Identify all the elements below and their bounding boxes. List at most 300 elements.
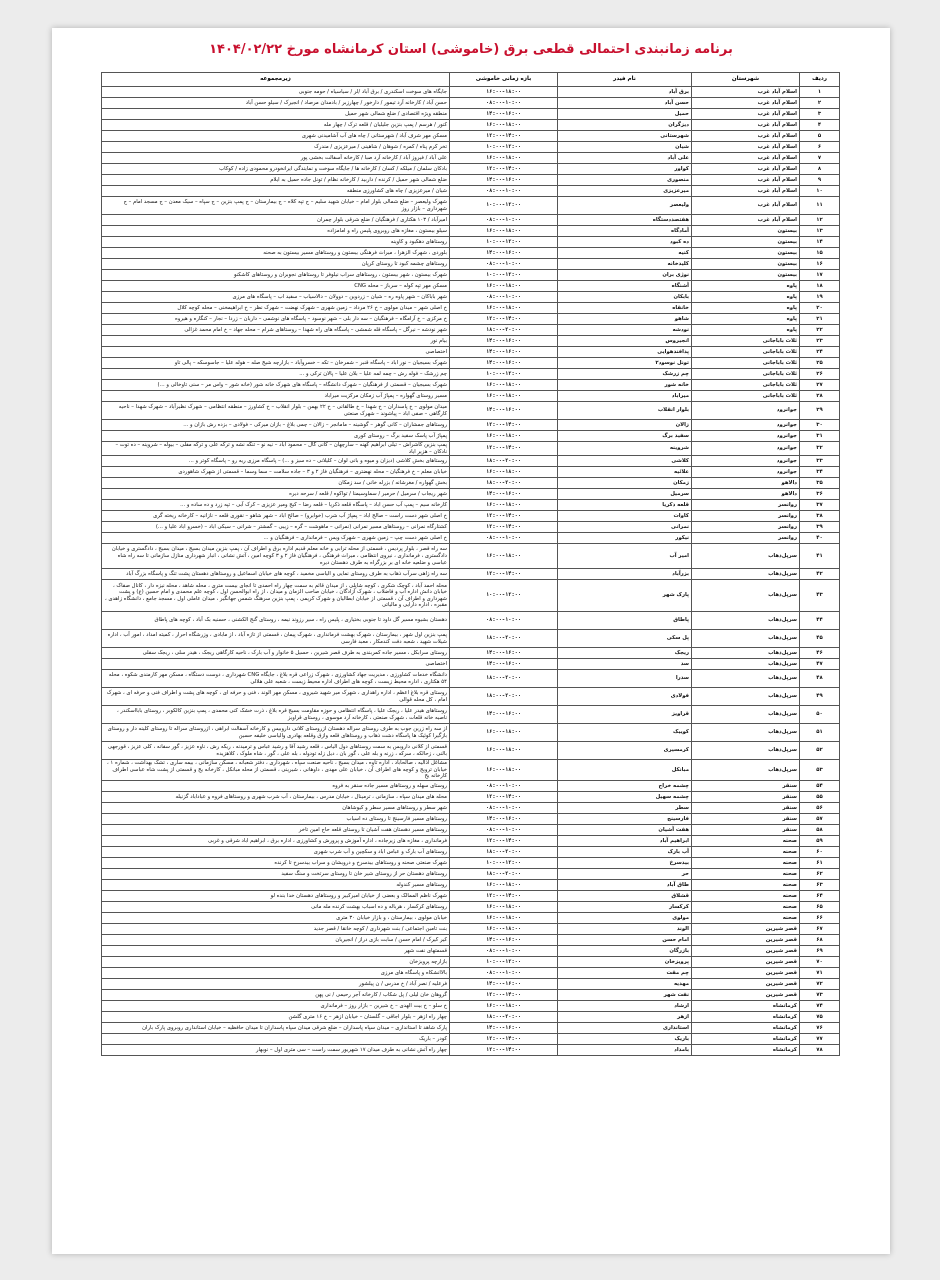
cell-city: سرپل‌ذهاب bbox=[692, 648, 800, 659]
table-row bbox=[102, 670, 840, 688]
cell-feeder: حر bbox=[558, 869, 692, 880]
cell-time: ۱۸:۰۰-۲۰:۰۰ bbox=[450, 478, 558, 489]
cell-time: ۱۸:۰۰-۲۰:۰۰ bbox=[450, 1012, 558, 1023]
cell-area: بخش گهواره / مغرشانه / بزرله خانی / سد زمکان bbox=[102, 478, 450, 489]
cell-time: ۱۰:۰۰-۱۲:۰۰ bbox=[450, 237, 558, 248]
table-row bbox=[102, 120, 840, 131]
cell-area: شهر ریجاب / سرمیل / حرمیر / سماوسیمنا / تواکوه / قلعه / سرحه دیره bbox=[102, 489, 450, 500]
cell-num: ۳۰ bbox=[800, 420, 840, 431]
cell-area: اختصاصی bbox=[102, 347, 450, 358]
cell-feeder: فولادی bbox=[558, 688, 692, 706]
cell-city: بیستون bbox=[692, 237, 800, 248]
table-row bbox=[102, 164, 840, 175]
cell-num: ۵۲ bbox=[800, 742, 840, 760]
cell-area: چهار راه آتش نشانی به طرف میدان ۱۷ شهریور سمت راست – سی متری اول – نوبهار bbox=[102, 1045, 450, 1056]
cell-city: روانسر bbox=[692, 511, 800, 522]
cell-num: ۷۲ bbox=[800, 979, 840, 990]
cell-feeder: سرمیل bbox=[558, 489, 692, 500]
cell-time: ۱۸:۰۰-۲۰:۰۰ bbox=[450, 456, 558, 467]
table-row bbox=[102, 825, 840, 836]
cell-num: ۳۷ bbox=[800, 500, 840, 511]
cell-num: ۷۱ bbox=[800, 968, 840, 979]
cell-time: ۱۴:۰۰-۱۶:۰۰ bbox=[450, 1023, 558, 1034]
cell-area: روستاهای مسیر دهستان هفت آشیان تا روستای قلعه حاج امین تاخر bbox=[102, 825, 450, 836]
cell-time: ۱۴:۰۰-۱۶:۰۰ bbox=[450, 347, 558, 358]
cell-city: صحنه bbox=[692, 913, 800, 924]
cell-time: ۱۶:۰۰-۱۸:۰۰ bbox=[450, 87, 558, 98]
cell-city: پاوه bbox=[692, 314, 800, 325]
table-row bbox=[102, 891, 840, 902]
cell-area: روستای سرابکل ، مسیر جاده کمربندی به طرف قصر شیرین ، حسیل ۵ خانوار و آب بارک ، ناحیه کارگاهی ریجک ، هیدر سلی ، ریجک سفلی bbox=[102, 648, 450, 659]
cell-feeder: حمیل bbox=[558, 109, 692, 120]
table-row bbox=[102, 500, 840, 511]
cell-area: روستاهای مسیر کندوله bbox=[102, 880, 450, 891]
cell-num: ۷ bbox=[800, 153, 840, 164]
cell-feeder: پرویزخان bbox=[558, 957, 692, 968]
cell-num: ۳۶ bbox=[800, 489, 840, 500]
cell-feeder: کلیدخانه bbox=[558, 259, 692, 270]
cell-time: ۱۰:۰۰-۱۲:۰۰ bbox=[450, 197, 558, 215]
cell-city: صحنه bbox=[692, 880, 800, 891]
cell-num: ۱۱ bbox=[800, 197, 840, 215]
cell-city: روانسر bbox=[692, 500, 800, 511]
cell-time: ۱۸:۰۰-۲۰:۰۰ bbox=[450, 869, 558, 880]
table-row bbox=[102, 226, 840, 237]
cell-time: ۱۴:۰۰-۱۶:۰۰ bbox=[450, 358, 558, 369]
cell-feeder: کرکسار bbox=[558, 902, 692, 913]
cell-city: کرمانشاه bbox=[692, 1001, 800, 1012]
cell-num: ۴ bbox=[800, 120, 840, 131]
cell-city: سرپل‌ذهاب bbox=[692, 670, 800, 688]
cell-area: روستاهای بخش کلاشی (دیزان و میوه و بانی لوان – کلیلانی – ده سیز و ...) – پاسگاه مرزی ریه رو – پاسگاه کوتر و ... bbox=[102, 456, 450, 467]
header-area: زیرمجموعه bbox=[102, 73, 450, 87]
cell-area: سیلو بیستون ، مغازه های روبروی پلیس راه و امامزاده bbox=[102, 226, 450, 237]
table-row bbox=[102, 248, 840, 259]
cell-time: ۱۴:۰۰-۱۶:۰۰ bbox=[450, 489, 558, 500]
cell-city: اسلام آباد غرب bbox=[692, 131, 800, 142]
table-row bbox=[102, 814, 840, 825]
cell-num: ۶۴ bbox=[800, 891, 840, 902]
cell-time: ۱۰:۰۰-۱۲:۰۰ bbox=[450, 580, 558, 612]
cell-time: ۱۲:۰۰-۱۴:۰۰ bbox=[450, 164, 558, 175]
cell-city: اسلام آباد غرب bbox=[692, 109, 800, 120]
table-row bbox=[102, 336, 840, 347]
cell-feeder: چشمه سهیل bbox=[558, 792, 692, 803]
cell-feeder: شیان bbox=[558, 142, 692, 153]
document-page bbox=[52, 28, 890, 1254]
cell-city: جوانرود bbox=[692, 420, 800, 431]
cell-feeder: چشمه خراج bbox=[558, 781, 692, 792]
cell-num: ۱۳ bbox=[800, 226, 840, 237]
table-row bbox=[102, 706, 840, 724]
cell-area: روستاهای جمشاران – کانی گوهر – گوشینه – مامانجر – زالان – چمی بلاغ – بازان میرکی – فولادی – بزده رش بازان و ... bbox=[102, 420, 450, 431]
cell-num: ۲۹ bbox=[800, 402, 840, 420]
cell-num: ۷۸ bbox=[800, 1045, 840, 1056]
cell-city: سرپل‌ذهاب bbox=[692, 742, 800, 760]
cell-feeder: مولوی bbox=[558, 913, 692, 924]
cell-time: ۱۶:۰۰-۱۸:۰۰ bbox=[450, 467, 558, 478]
table-row bbox=[102, 402, 840, 420]
cell-area: پمپ بنزین اول شهر ، بیمارستان ، شهرک بهشت فرمانداری ، شهرک پیمان ، قسمتی از تازه آباد ، از مابادی ، وزرشگاه احرار ، کمیته امداد ، امور آب ، اداره شیلات شهید ، شعبه دفت کندمکار ، معبد فارسی bbox=[102, 630, 450, 648]
table-row bbox=[102, 369, 840, 380]
cell-area: شهر باباکان – شهر پاوه ره – شیان – زردوین – دوولان – دالاسیاب – سفید اب – پاسگاه های مرزی bbox=[102, 292, 450, 303]
cell-time: ۱۶:۰۰-۱۸:۰۰ bbox=[450, 380, 558, 391]
cell-feeder: قشلاق bbox=[558, 891, 692, 902]
table-row bbox=[102, 175, 840, 186]
table-row bbox=[102, 990, 840, 1001]
table-row bbox=[102, 442, 840, 456]
cell-num: ۴۸ bbox=[800, 670, 840, 688]
cell-time: ۱۸:۰۰-۲۰:۰۰ bbox=[450, 325, 558, 336]
cell-num: ۳۳ bbox=[800, 456, 840, 467]
cell-city: اسلام آباد غرب bbox=[692, 142, 800, 153]
cell-time: ۱۶:۰۰-۱۸:۰۰ bbox=[450, 724, 558, 742]
cell-city: سرپل‌ذهاب bbox=[692, 569, 800, 580]
cell-num: ۶۰ bbox=[800, 847, 840, 858]
cell-city: بیستون bbox=[692, 248, 800, 259]
cell-time: ۱۸:۰۰-۲۰:۰۰ bbox=[450, 630, 558, 648]
cell-time: ۱۶:۰۰-۱۸:۰۰ bbox=[450, 431, 558, 442]
cell-feeder: ازهر bbox=[558, 1012, 692, 1023]
cell-feeder: نیکور bbox=[558, 533, 692, 544]
cell-city: روانسر bbox=[692, 533, 800, 544]
cell-area: چهار راه ازهر – بلوار اجاقی – گلستان – خیابان ازهر – خ ۱۶ متری گلشن bbox=[102, 1012, 450, 1023]
cell-city: پاوه bbox=[692, 281, 800, 292]
cell-city: صحنه bbox=[692, 847, 800, 858]
table-row bbox=[102, 580, 840, 612]
cell-feeder: قلعه ذکریا bbox=[558, 500, 692, 511]
cell-area: بازارچه پرویزخان bbox=[102, 957, 450, 968]
cell-time: ۰۸:۰۰-۱۰:۰۰ bbox=[450, 259, 558, 270]
cell-time: ۱۶:۰۰-۱۸:۰۰ bbox=[450, 281, 558, 292]
cell-feeder: ولیعصر bbox=[558, 197, 692, 215]
cell-num: ۱ bbox=[800, 87, 840, 98]
cell-area: محله های میدان سپاه ، سازمانی ، ترمینال ، خیابان مدرس ، بیمارستان ، آب شرب شهری و روستاهای فروه و عباداباد گزنیله bbox=[102, 792, 450, 803]
cell-feeder: سفید برگ bbox=[558, 431, 692, 442]
cell-city: سرپل‌ذهاب bbox=[692, 760, 800, 781]
cell-feeder: ابراهیم آباد bbox=[558, 836, 692, 847]
cell-num: ۶۷ bbox=[800, 924, 840, 935]
cell-feeder: برق آباد bbox=[558, 87, 692, 98]
table-row bbox=[102, 87, 840, 98]
cell-feeder: نفت شهر bbox=[558, 990, 692, 1001]
table-row bbox=[102, 281, 840, 292]
cell-num: ۵۶ bbox=[800, 803, 840, 814]
table-row bbox=[102, 957, 840, 968]
table-row bbox=[102, 186, 840, 197]
table-header-row bbox=[102, 73, 840, 87]
cell-time: ۱۲:۰۰-۱۴:۰۰ bbox=[450, 522, 558, 533]
cell-city: سرپل‌ذهاب bbox=[692, 688, 800, 706]
cell-city: روانسر bbox=[692, 522, 800, 533]
table-row bbox=[102, 1034, 840, 1045]
cell-city: ثلاث باباجانی bbox=[692, 347, 800, 358]
cell-feeder: مهدیه bbox=[558, 979, 692, 990]
cell-num: ۷۶ bbox=[800, 1023, 840, 1034]
cell-city: سرپل‌ذهاب bbox=[692, 724, 800, 742]
cell-feeder: نودشه bbox=[558, 325, 692, 336]
cell-area: حسن آباد / کارخانه آرد تیمور / دارخور / چهارزبر / بادمدان مرصاد / انجیرک / سیلو حسن آباد bbox=[102, 98, 450, 109]
table-row bbox=[102, 292, 840, 303]
cell-num: ۷۴ bbox=[800, 1001, 840, 1012]
cell-city: اسلام آباد غرب bbox=[692, 98, 800, 109]
cell-city: اسلام آباد غرب bbox=[692, 175, 800, 186]
cell-area: روستاهای هیدر علیا ، ریجک علیا ، پاسگاه انتظامی و حوزه مقاومت بسیج قره بلاغ ، ذرت خشک کنی محمدی ، پمپ بنزین کالکوبر ، روستای بابااسکندر ، ناصیه خانه قلعات ، شهرک صنعتی ، کارخانه آرد موسوی ، روستای قراویز bbox=[102, 706, 450, 724]
cell-num: ۴۵ bbox=[800, 630, 840, 648]
cell-num: ۶۱ bbox=[800, 858, 840, 869]
cell-time: ۰۸:۰۰-۱۰:۰۰ bbox=[450, 533, 558, 544]
table-row bbox=[102, 431, 840, 442]
cell-city: پاوه bbox=[692, 303, 800, 314]
cell-city: بیستون bbox=[692, 270, 800, 281]
cell-city: کرمانشاه bbox=[692, 1034, 800, 1045]
cell-area: بلوردی ، شهرک الزهرا ، میراث فرهنگی بیستون و روستاهای مسیر بیستون به صحنه bbox=[102, 248, 450, 259]
cell-time: ۱۰:۰۰-۱۲:۰۰ bbox=[450, 957, 558, 968]
cell-area: شهرک بسیجیان – نور اباد – پاسگاه قنبر – شمرخان – تکه – خسروآباد – بازارچه شیخ صله – هوله علیا – جاسوسکه – پالی تاو bbox=[102, 358, 450, 369]
cell-city: دالاهو bbox=[692, 489, 800, 500]
cell-time: ۱۴:۰۰-۱۶:۰۰ bbox=[450, 659, 558, 670]
cell-feeder: بزرآباد bbox=[558, 569, 692, 580]
table-row bbox=[102, 478, 840, 489]
cell-num: ۲۲ bbox=[800, 325, 840, 336]
cell-area: شهرک صنعتی صحنه و روستاهای بیدسرخ و درویشان و سراب بیدسرخ تا کرنده bbox=[102, 858, 450, 869]
cell-feeder: شاهو bbox=[558, 314, 692, 325]
cell-feeder: نوژی بران bbox=[558, 270, 692, 281]
cell-city: کرمانشاه bbox=[692, 1045, 800, 1056]
cell-feeder: باریک bbox=[558, 1034, 692, 1045]
cell-area: کشتارگاه نمرانی – روستاهای مسیر نمرانی (نمرانی – ماهوشت – گره – زیبی – گمشتر – شرانی – سیکی اباد – (خسرو اباد علیا و ...) bbox=[102, 522, 450, 533]
cell-city: ثلاث باباجانی bbox=[692, 391, 800, 402]
table-row bbox=[102, 742, 840, 760]
table-row bbox=[102, 1012, 840, 1023]
table-row bbox=[102, 1001, 840, 1012]
table-row bbox=[102, 237, 840, 248]
cell-time: ۱۲:۰۰-۱۴:۰۰ bbox=[450, 792, 558, 803]
cell-time: ۱۴:۰۰-۱۶:۰۰ bbox=[450, 402, 558, 420]
cell-area: روستاهای دهکبود و کاوینه bbox=[102, 237, 450, 248]
cell-feeder: بامداد bbox=[558, 1045, 692, 1056]
cell-area: پارک شاهد تا استانداری – میدان سپاه پاسداران – ضلع شرقی میدان سپاه پاسداران تا میدان حافظیه – خیابان استانداری روبروی پارک باران bbox=[102, 1023, 450, 1034]
cell-area: محله احمد آباد ، کوچک شکری ، کوچه شاپلی ، از میدان قائم به سمت چهار راه احمدی تا انجای بیست متری ، محله شاهد ، محله نیزه دار ، کانال صفاک ، خیابان دانش اداره آب و فاضلاب ، شهرک آزادگان ، خیابان صاحب الزمان و میدان ، از راه ابوالحسن اول ، کوچه علم محمدی و امام حسین (ع) و پشت شهرداری و اطراف آن ، قسمتی از خیابان ابطالیان و شهرک کریمی ، پمپ بنزین سرهنگ شمس جهانگیر ، میدان عاملی اول ، مسجد جامع ، دانشگاه زاهدی ، مقبره ، اداره دارایی و مالیاتی bbox=[102, 580, 450, 612]
cell-num: ۷۳ bbox=[800, 990, 840, 1001]
cell-num: ۲۷ bbox=[800, 380, 840, 391]
table-row bbox=[102, 522, 840, 533]
cell-time: ۱۰:۰۰-۱۲:۰۰ bbox=[450, 858, 558, 869]
cell-feeder: تونل نوسود۲ bbox=[558, 358, 692, 369]
cell-area: کیر کیرک / امام حسن / سابت بازی دراز / انجیریان bbox=[102, 935, 450, 946]
cell-feeder: منصوری bbox=[558, 175, 692, 186]
cell-feeder: ریجک bbox=[558, 648, 692, 659]
cell-num: ۵۱ bbox=[800, 724, 840, 742]
cell-feeder: شهرستانی bbox=[558, 131, 692, 142]
cell-time: ۰۸:۰۰-۱۰:۰۰ bbox=[450, 292, 558, 303]
cell-time: ۱۲:۰۰-۱۴:۰۰ bbox=[450, 131, 558, 142]
cell-area: شهرک ولیعصر – ضلع شمالی بلوار امام – خیابان شهید سلیم – ج تپه کلاه – ج بیمارستان – ج پمپ بنزین – ج سپاه – سیک معدن – ج مسجد امام – ج شهرداری – بازار روز bbox=[102, 197, 450, 215]
cell-area: شهرک ناظم الممالک و بعضی از خیابان امیرکبیر و روستاهای دهستان خدا بنده لو bbox=[102, 891, 450, 902]
cell-area: مسکن مهر تپه کوله – سرباز – محله CNG bbox=[102, 281, 450, 292]
cell-time: ۱۶:۰۰-۱۸:۰۰ bbox=[450, 742, 558, 760]
cell-feeder: بیدسرخ bbox=[558, 858, 692, 869]
cell-num: ۴۰ bbox=[800, 533, 840, 544]
cell-feeder: شروینه bbox=[558, 442, 692, 456]
table-row bbox=[102, 760, 840, 781]
table-row bbox=[102, 836, 840, 847]
cell-time: ۱۶:۰۰-۱۸:۰۰ bbox=[450, 153, 558, 164]
table-row bbox=[102, 358, 840, 369]
table-row bbox=[102, 533, 840, 544]
cell-num: ۷۰ bbox=[800, 957, 840, 968]
cell-area: روستای قره بلاغ اعظم ، اداره راهداری ، شهرک میر شهید شیروی ، مسکن مهر الوند ، فنی و حرفه ای ، کوچه های پشت و اطراف فنی و حرفه ای ، شهرک امام ، کل محله قوالی bbox=[102, 688, 450, 706]
table-row bbox=[102, 935, 840, 946]
table-row bbox=[102, 913, 840, 924]
cell-area: شهر نودشه – نیرگل – پاسگاه قله شمشی – پاسگاه های راه شهدا – روستاهای شرام – محله جهاد – خ امام محمد غزالی bbox=[102, 325, 450, 336]
cell-time: ۱۴:۰۰-۱۶:۰۰ bbox=[450, 175, 558, 186]
cell-area: شهرک بیستون ، شهر بیستون ، روستاهای سراب نیلوفر تا روستاهای نجوبران و روستاهای کاشکنو bbox=[102, 270, 450, 281]
cell-num: ۷۷ bbox=[800, 1034, 840, 1045]
cell-feeder: پدافندهوایی bbox=[558, 347, 692, 358]
cell-feeder: ارشاد bbox=[558, 1001, 692, 1012]
cell-city: دالاهو bbox=[692, 478, 800, 489]
cell-city: سنقر bbox=[692, 803, 800, 814]
cell-time: ۰۸:۰۰-۱۰:۰۰ bbox=[450, 612, 558, 630]
cell-feeder: طاق آباد bbox=[558, 880, 692, 891]
cell-city: اسلام آباد غرب bbox=[692, 164, 800, 175]
cell-feeder: سدرا bbox=[558, 670, 692, 688]
cell-feeder: آب بارک bbox=[558, 847, 692, 858]
cell-city: سرپل‌ذهاب bbox=[692, 630, 800, 648]
cell-area: روستای سهله و روستاهای مسیر جاده سنقر به فروه bbox=[102, 781, 450, 792]
table-row bbox=[102, 659, 840, 670]
cell-feeder: چم زرشک bbox=[558, 369, 692, 380]
cell-area: بالاانشکاه و پاسگاه های مرزی bbox=[102, 968, 450, 979]
table-row bbox=[102, 420, 840, 431]
cell-feeder: میرعزیزی bbox=[558, 186, 692, 197]
cell-area: خ اصلی شهر دست راست – صالح اباد – پمپاژ آب شرب (خوابرو) – صالح اباد – شهر شاهو – نقوری قلعه – نازانیه – کارخانه ریخته گری bbox=[102, 511, 450, 522]
cell-num: ۶۲ bbox=[800, 869, 840, 880]
cell-area: شهر سطر و روستاهای مسیر سطر و کیوشاهان bbox=[102, 803, 450, 814]
cell-feeder: امیر آب bbox=[558, 544, 692, 569]
cell-time: ۱۲:۰۰-۱۴:۰۰ bbox=[450, 1034, 558, 1045]
cell-time: ۱۲:۰۰-۱۴:۰۰ bbox=[450, 836, 558, 847]
cell-area: تخر کرم پناه / کمره / شوهان / شاهینی / میرعزیزی / مندرک bbox=[102, 142, 450, 153]
cell-area: قسمتی از کلانی داروبس به سمت روستاهای دول الیاس ، قلعه رشید آقا و رشید عباس و ترمیدنه ، ریکه رش ، ناوه عزیز ، گور سفانه ، کلی عزیز ، قورجهی بالنی ، زحالکه ، سرکه ، زرنه و بله علی ، گور بان ، دیل زله تودوله ، بله علی ، گور ، شاه ملوک ، کلاهزیده bbox=[102, 742, 450, 760]
cell-num: ۱۰ bbox=[800, 186, 840, 197]
cell-city: ثلاث باباجانی bbox=[692, 380, 800, 391]
table-row bbox=[102, 303, 840, 314]
cell-city: سرپل‌ذهاب bbox=[692, 544, 800, 569]
table-row bbox=[102, 979, 840, 990]
table-row bbox=[102, 946, 840, 957]
cell-area: دهستان بشیوه مسیر گل داود تا جنوبی بختیاری ، پلیس راه ، سیر رزوند نیمه ، روستای گنج الکشنی ، حسنیه بک آباد ، کوچه های پاطاق bbox=[102, 612, 450, 630]
cell-num: ۵۵ bbox=[800, 792, 840, 803]
cell-num: ۸ bbox=[800, 164, 840, 175]
table-row bbox=[102, 858, 840, 869]
header-num: ردیف bbox=[800, 73, 840, 87]
cell-area: روستاهای چشمه کبود تا روستای کرپان bbox=[102, 259, 450, 270]
table-row bbox=[102, 109, 840, 120]
cell-city: صحنه bbox=[692, 902, 800, 913]
table-row bbox=[102, 792, 840, 803]
cell-city: جوانرود bbox=[692, 402, 800, 420]
cell-time: ۱۶:۰۰-۱۸:۰۰ bbox=[450, 391, 558, 402]
cell-num: ۵۷ bbox=[800, 814, 840, 825]
cell-num: ۲۰ bbox=[800, 303, 840, 314]
cell-feeder: کوییک bbox=[558, 724, 692, 742]
cell-area: روستاهای آب بارک و عباس اباد و سکچین و آب شرب شهری bbox=[102, 847, 450, 858]
cell-feeder: بازرگان bbox=[558, 946, 692, 957]
cell-feeder: خانه شور bbox=[558, 380, 692, 391]
cell-city: صحنه bbox=[692, 869, 800, 880]
cell-num: ۶ bbox=[800, 142, 840, 153]
table-row bbox=[102, 153, 840, 164]
table-row bbox=[102, 630, 840, 648]
cell-city: اسلام آباد غرب bbox=[692, 197, 800, 215]
cell-num: ۴۷ bbox=[800, 659, 840, 670]
cell-time: ۱۶:۰۰-۱۸:۰۰ bbox=[450, 760, 558, 781]
table-row bbox=[102, 259, 840, 270]
cell-num: ۳۱ bbox=[800, 431, 840, 442]
header-feeder: نام فیدر bbox=[558, 73, 692, 87]
cell-time: ۱۴:۰۰-۱۶:۰۰ bbox=[450, 979, 558, 990]
cell-area: قسمتهای نفت شهر bbox=[102, 946, 450, 957]
table-row bbox=[102, 197, 840, 215]
table-row bbox=[102, 467, 840, 478]
cell-city: سنقر bbox=[692, 814, 800, 825]
cell-city: ثلاث باباجانی bbox=[692, 358, 800, 369]
cell-time: ۱۸:۰۰-۲۰:۰۰ bbox=[450, 670, 558, 688]
cell-num: ۶۶ bbox=[800, 913, 840, 924]
cell-city: قصر شیرین bbox=[692, 935, 800, 946]
cell-feeder: خانقاه bbox=[558, 303, 692, 314]
cell-area: بیام نور bbox=[102, 336, 450, 347]
cell-num: ۲۵ bbox=[800, 358, 840, 369]
cell-feeder: کاوات bbox=[558, 511, 692, 522]
cell-num: ۱۵ bbox=[800, 248, 840, 259]
cell-time: ۱۸:۰۰-۲۰:۰۰ bbox=[450, 688, 558, 706]
cell-city: قصر شیرین bbox=[692, 979, 800, 990]
cell-area: خ سلو – خ بیت الهدی – خ شیرین – بازار روز – فرمانداری bbox=[102, 1001, 450, 1012]
cell-feeder: میراباد bbox=[558, 391, 692, 402]
cell-feeder: استانداری bbox=[558, 1023, 692, 1034]
cell-feeder: چم مقت bbox=[558, 968, 692, 979]
cell-time: ۱۲:۰۰-۱۴:۰۰ bbox=[450, 511, 558, 522]
cell-time: ۱۲:۰۰-۱۴:۰۰ bbox=[450, 442, 558, 456]
cell-time: ۱۴:۰۰-۱۶:۰۰ bbox=[450, 706, 558, 724]
cell-num: ۱۷ bbox=[800, 270, 840, 281]
cell-feeder: آمادگاه bbox=[558, 226, 692, 237]
cell-time: ۱۶:۰۰-۱۸:۰۰ bbox=[450, 544, 558, 569]
cell-time: ۱۶:۰۰-۱۸:۰۰ bbox=[450, 880, 558, 891]
cell-time: ۰۸:۰۰-۱۰:۰۰ bbox=[450, 98, 558, 109]
cell-num: ۳ bbox=[800, 109, 840, 120]
cell-area: کودر – باریک bbox=[102, 1034, 450, 1045]
table-row bbox=[102, 270, 840, 281]
cell-feeder: امام حسن bbox=[558, 935, 692, 946]
cell-feeder: کواور bbox=[558, 164, 692, 175]
cell-area: روستاهای کرکسار ، هرباله و ده اسباب بهشت کرنده مله مانی bbox=[102, 902, 450, 913]
table-row bbox=[102, 314, 840, 325]
cell-area: پمپاژ آب پاسک سفید برگ – روستای کوری bbox=[102, 431, 450, 442]
table-row bbox=[102, 380, 840, 391]
cell-feeder: پارک شهر bbox=[558, 580, 692, 612]
table-row bbox=[102, 902, 840, 913]
cell-city: قصر شیرین bbox=[692, 968, 800, 979]
cell-area: چم زرشک – فوله رش – چمه لمه علیا – بلان علیا – پالان ترکی و ... bbox=[102, 369, 450, 380]
table-row bbox=[102, 869, 840, 880]
cell-area: کنور / هرسم / پمپ بنزین جلیلیان / قلعه ترک / چهار مله bbox=[102, 120, 450, 131]
cell-time: ۱۶:۰۰-۱۸:۰۰ bbox=[450, 226, 558, 237]
cell-city: سنقر bbox=[692, 781, 800, 792]
